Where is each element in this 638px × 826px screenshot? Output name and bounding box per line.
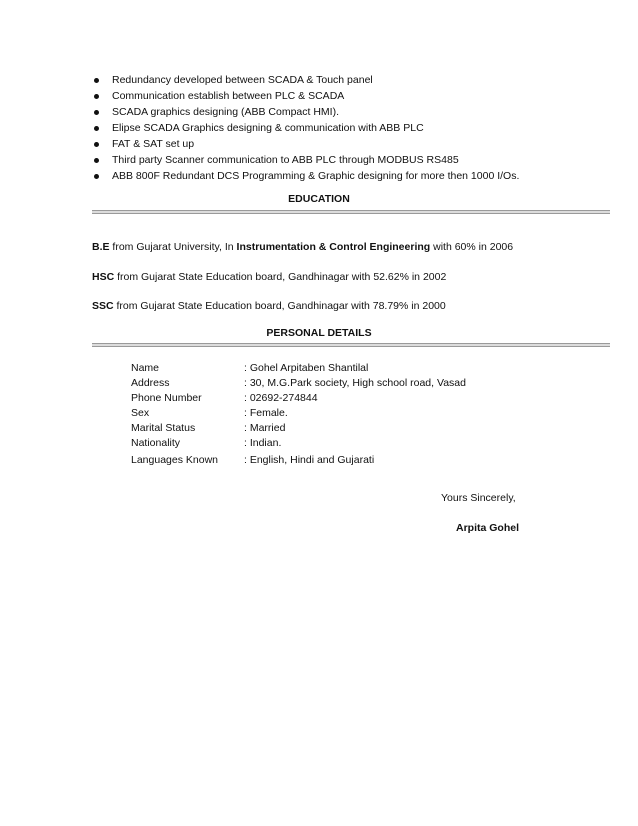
detail-value: : Married: [244, 422, 286, 434]
table-row: [131, 361, 466, 376]
education-heading: EDUCATION: [288, 193, 350, 205]
detail-label: Sex: [131, 407, 150, 419]
degree-label: B.E: [92, 241, 110, 253]
degree-label: HSC: [92, 271, 115, 283]
table-row: [131, 376, 466, 391]
detail-label: Name: [131, 362, 160, 374]
detail-value: : 30, M.G.Park society, High school road, Vasad: [244, 377, 466, 389]
section-divider: [92, 343, 610, 347]
detail-label: Phone Number: [131, 392, 202, 404]
education-text: from Gujarat State Education board, Gandhinagar with 78.79% in 2000: [113, 300, 446, 312]
detail-label: Nationality: [131, 437, 181, 449]
table-row: [131, 406, 466, 421]
list-item: Communication establish between PLC & SCADA: [92, 88, 519, 104]
education-hsc: [92, 270, 446, 284]
list-item: Elipse SCADA Graphics designing & communication with ABB PLC: [92, 120, 519, 136]
table-row: [131, 451, 466, 468]
signatory-name: Arpita Gohel: [456, 522, 520, 534]
education-text: with 60% in 2006: [430, 241, 514, 253]
detail-label: Languages Known: [131, 454, 218, 466]
education-text: from Gujarat University, In: [109, 241, 237, 253]
list-item: ABB 800F Redundant DCS Programming & Graphic designing for more then 1000 I/Os.: [92, 168, 519, 184]
list-item: Third party Scanner communication to ABB PLC through MODBUS RS485: [92, 152, 519, 168]
table-row: [131, 391, 466, 406]
education-ssc: [92, 299, 446, 313]
field-of-study: Instrumentation & Control Engineering: [236, 241, 431, 253]
detail-value: : Female.: [244, 407, 288, 419]
detail-value: : 02692-274844: [244, 392, 318, 404]
personal-details-table: [131, 361, 466, 468]
detail-value: : Indian.: [244, 437, 282, 449]
education-text: from Gujarat State Education board, Gandhinagar with 52.62% in 2002: [114, 271, 447, 283]
list-item: FAT & SAT set up: [92, 136, 519, 152]
detail-value: : English, Hindi and Gujarati: [244, 454, 375, 466]
table-row: [131, 421, 466, 436]
degree-label: SSC: [92, 300, 114, 312]
skills-list: [92, 72, 519, 184]
detail-label: Marital Status: [131, 422, 196, 434]
section-divider: [92, 210, 610, 214]
personal-details-heading: PERSONAL DETAILS: [266, 327, 372, 339]
detail-label: Address: [131, 377, 170, 389]
education-be: [92, 240, 513, 254]
table-row: [131, 436, 466, 451]
closing-salutation: Yours Sincerely,: [441, 492, 516, 504]
list-item: SCADA graphics designing (ABB Compact HMI).: [92, 104, 519, 120]
detail-value: : Gohel Arpitaben Shantilal: [244, 362, 369, 374]
list-item: Redundancy developed between SCADA & Touch panel: [92, 72, 519, 88]
